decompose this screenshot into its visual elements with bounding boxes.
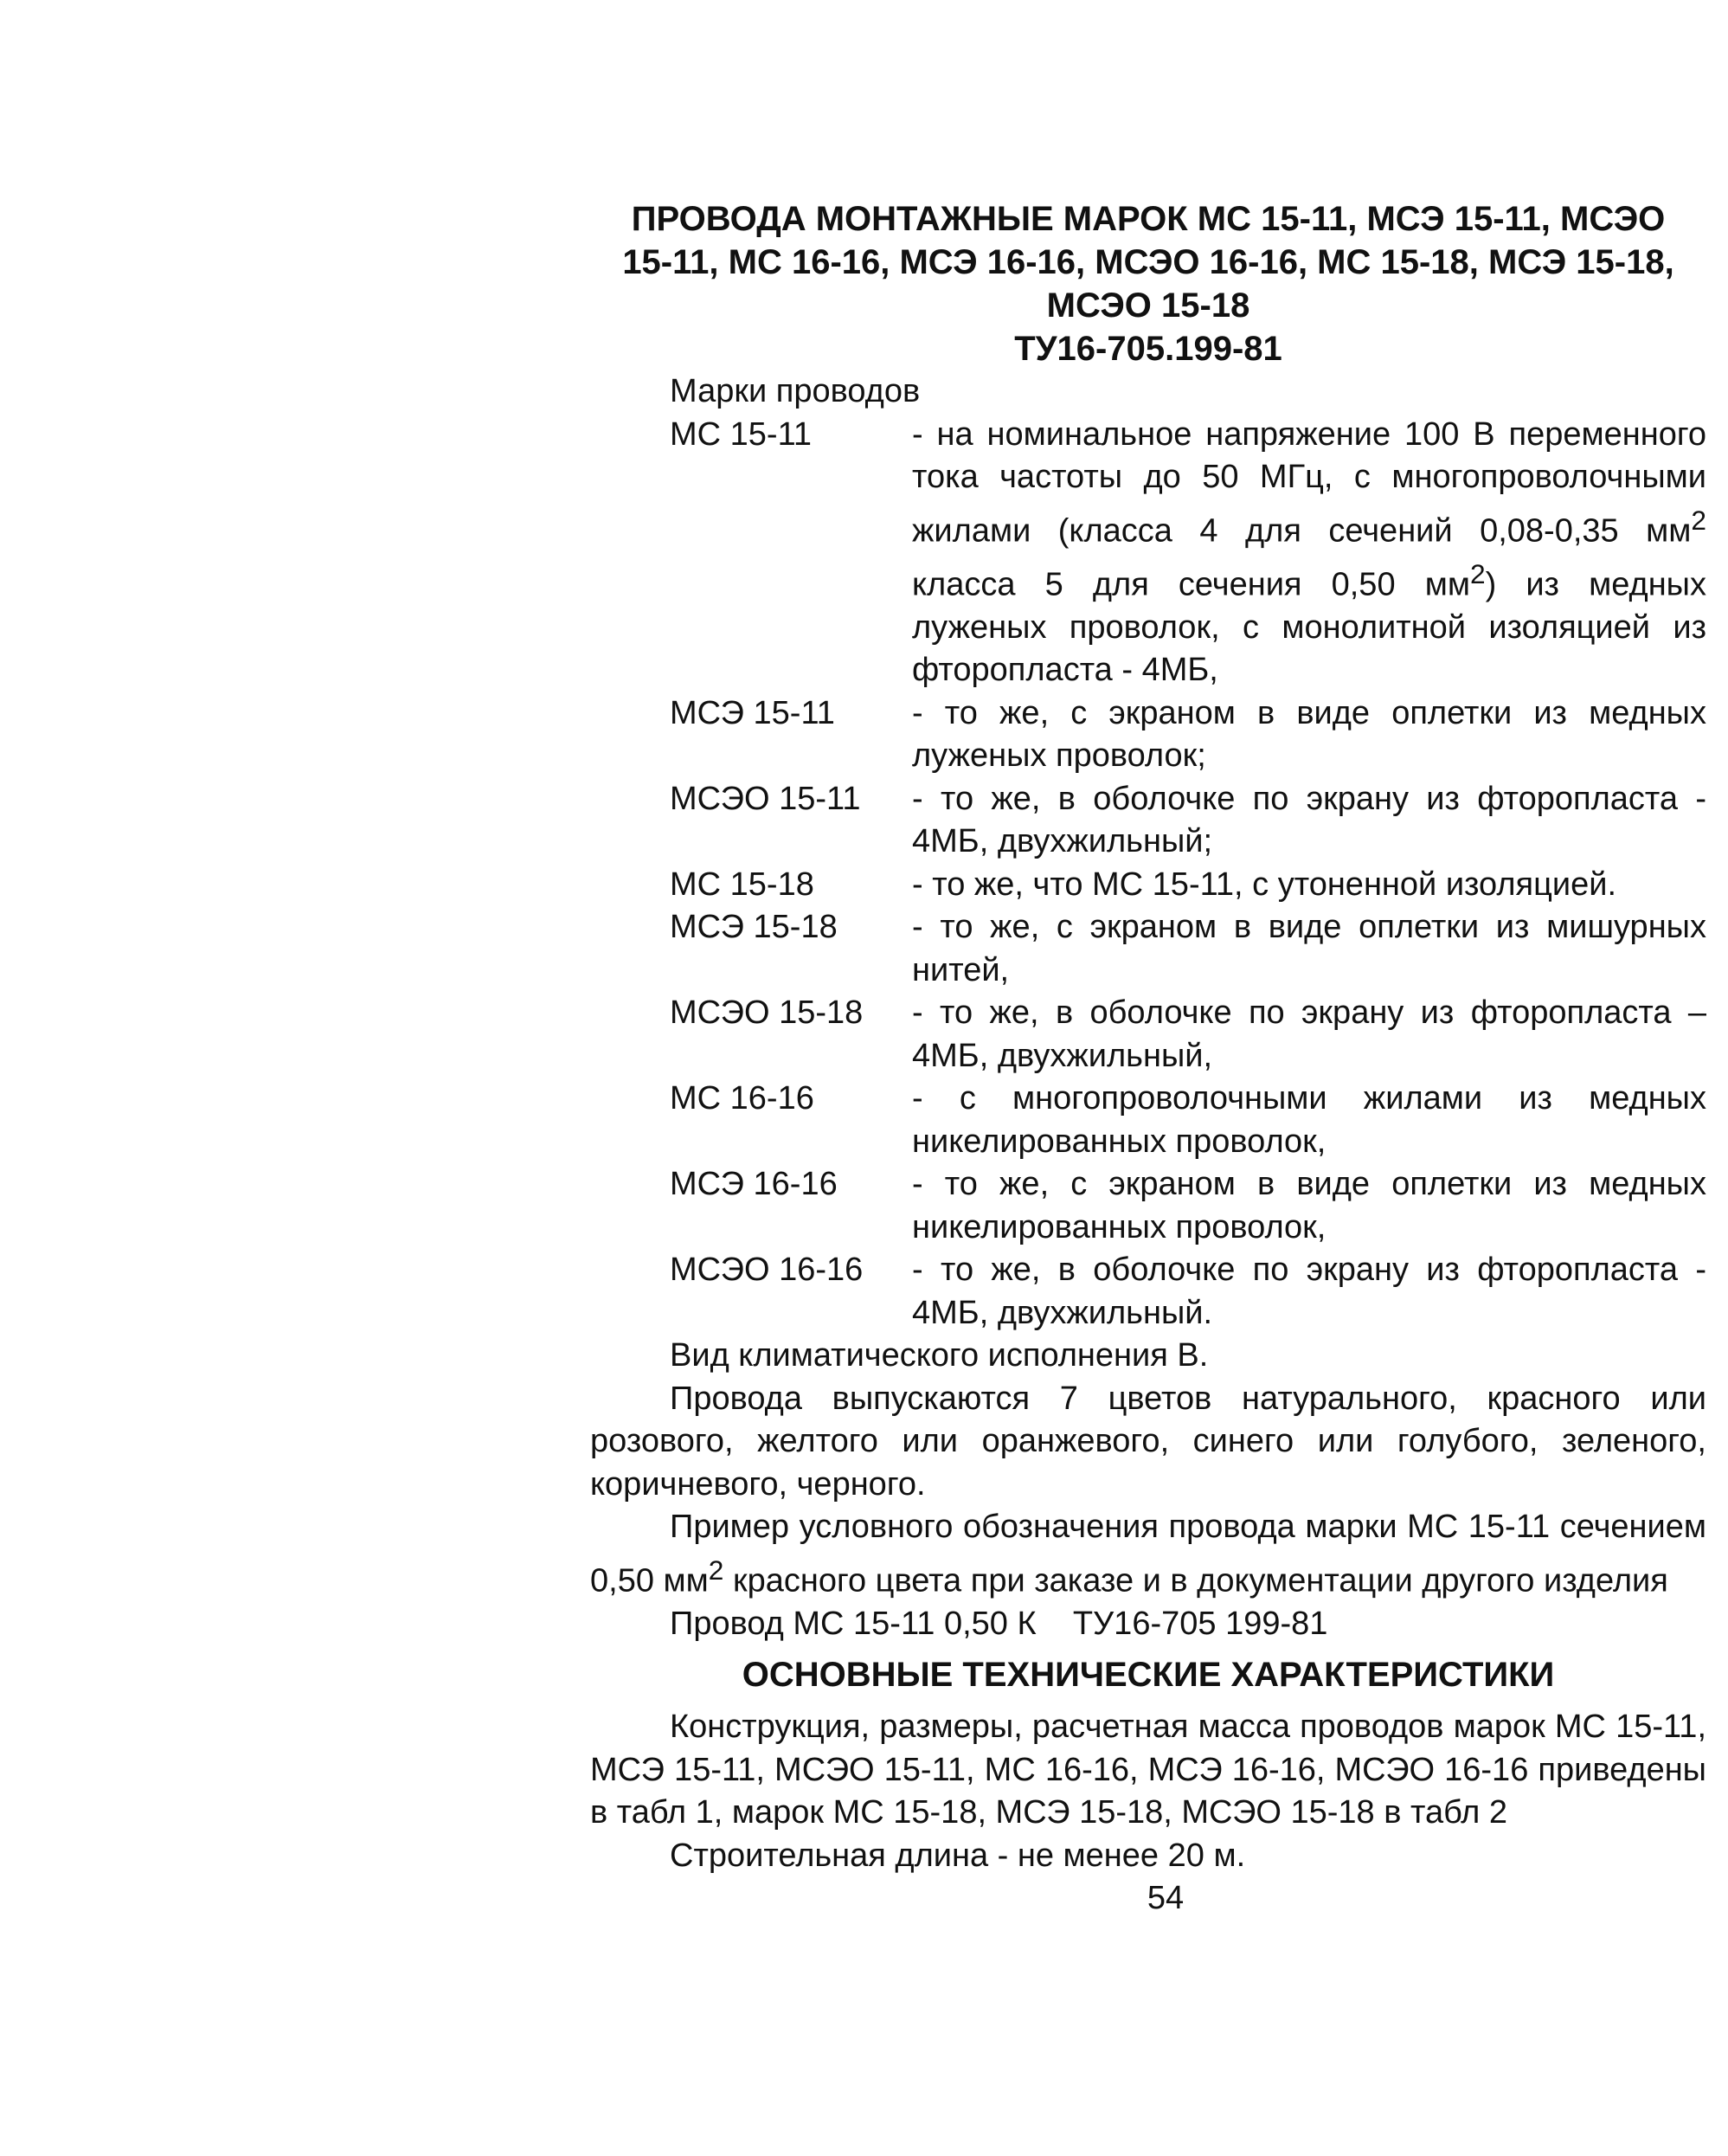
brand-description: - то же, с экраном в виде оплетки из медных никелированных проволок,	[912, 1166, 1706, 1245]
brands-heading: Марки проводов	[670, 373, 921, 409]
brand-code: МСЭ 16-16	[670, 1166, 838, 1203]
brand-code: МСЭ 15-18	[670, 909, 838, 946]
climate-paragraph: Вид климатического исполнения В.	[670, 1337, 1209, 1374]
brand-description: - на номинальное напряжение 100 В переменного тока частоты до 50 МГц, с многопроволочными жилами (класса 4 для сечений 0,08-0,35 $мм^2$ класса 5 для сечения 0,50 $мм^2$) из медных луженых проволок, с монолитной изоляцией из фторопласта - 4МБ,	[912, 415, 1706, 689]
brand-item	[670, 1078, 1706, 1163]
designation-example: Провод МС 15-11 0,50 К ТУ16-705 199-81	[670, 1605, 1328, 1642]
brand-item	[670, 1249, 1706, 1335]
brand-item	[670, 992, 1706, 1078]
length-paragraph: Строительная длина - не менее 20 м.	[670, 1837, 1246, 1874]
document-title	[590, 197, 1706, 370]
brand-description: - то же, в оболочке по экрану из фторопласта - 4МБ, двухжильный;	[912, 780, 1706, 860]
body-section	[590, 1335, 1706, 1645]
brand-code: МСЭО 16-16	[670, 1252, 864, 1289]
brand-item	[670, 778, 1706, 864]
example-paragraph: Пример условного обозначения провода марки МС 15-11 сечением 0,50 $мм^2$ красного цвета при заказе и в документации другого изделия	[590, 1509, 1706, 1599]
brand-description: - с многопроволочными жилами из медных никелированных проволок,	[912, 1080, 1706, 1160]
brand-code: МС 15-18	[670, 866, 814, 903]
section-heading: ОСНОВНЫЕ ТЕХНИЧЕСКИЕ ХАРАКТЕРИСТИКИ	[742, 1656, 1555, 1695]
brand-item	[670, 414, 1706, 692]
spec-number: ТУ16-705.199-81	[1014, 330, 1282, 368]
brand-code: МС 16-16	[670, 1080, 814, 1117]
brand-item	[670, 1163, 1706, 1249]
brand-code: МСЭ 15-11	[670, 694, 835, 731]
brand-item	[670, 906, 1706, 992]
title-line-2: 15-11, МС 16-16, МСЭ 16-16, МСЭО 16-16, МС 15-18, МСЭ 15-18,	[622, 243, 1674, 281]
colors-paragraph: Провода выпускаются 7 цветов натурального, красного или розового, желтого или оранжевого, синего или голубого, зеленого, коричневого, черного.	[590, 1380, 1706, 1503]
brand-item	[670, 692, 1706, 778]
characteristics-section	[590, 1706, 1706, 1877]
document-page	[590, 197, 1706, 1921]
brand-item	[670, 864, 1706, 907]
title-line-1: ПРОВОДА МОНТАЖНЫЕ МАРОК МС 15-11, МСЭ 15-11, МСЭО	[631, 200, 1666, 238]
superscript: 2	[708, 1554, 724, 1586]
brand-description: - то же, с экраном в виде оплетки из мишурных нитей,	[912, 909, 1706, 988]
brands-section	[590, 370, 1706, 1335]
brand-description: - то же, что МС 15-11, с утоненной изоляцией.	[912, 866, 1617, 903]
brand-description: - то же, в оболочке по экрану из фторопласта – 4МБ, двухжильный,	[912, 994, 1706, 1074]
brand-description: - то же, в оболочке по экрану из фторопласта - 4МБ, двухжильный.	[912, 1252, 1706, 1331]
brand-code: МСЭО 15-18	[670, 994, 864, 1032]
superscript: 2	[1691, 504, 1706, 536]
title-line-3: МСЭО 15-18	[1046, 286, 1250, 325]
brand-description: - то же, с экраном в виде оплетки из медных луженых проволок;	[912, 694, 1706, 775]
brand-code: МС 15-11	[670, 415, 813, 453]
superscript: 2	[1469, 557, 1486, 589]
construction-paragraph: Конструкция, размеры, расчетная масса проводов марок МС 15-11, МСЭ 15-11, МСЭО 15-11, МС 16-16, МСЭ 16-16, МСЭО 16-16 приведены в табл 1, марок МС 15-18, МСЭ 15-18, МСЭО 15-18 в табл 2	[590, 1709, 1706, 1831]
brand-code: МСЭО 15-11	[670, 780, 861, 817]
page-number: 54	[1147, 1880, 1185, 1917]
